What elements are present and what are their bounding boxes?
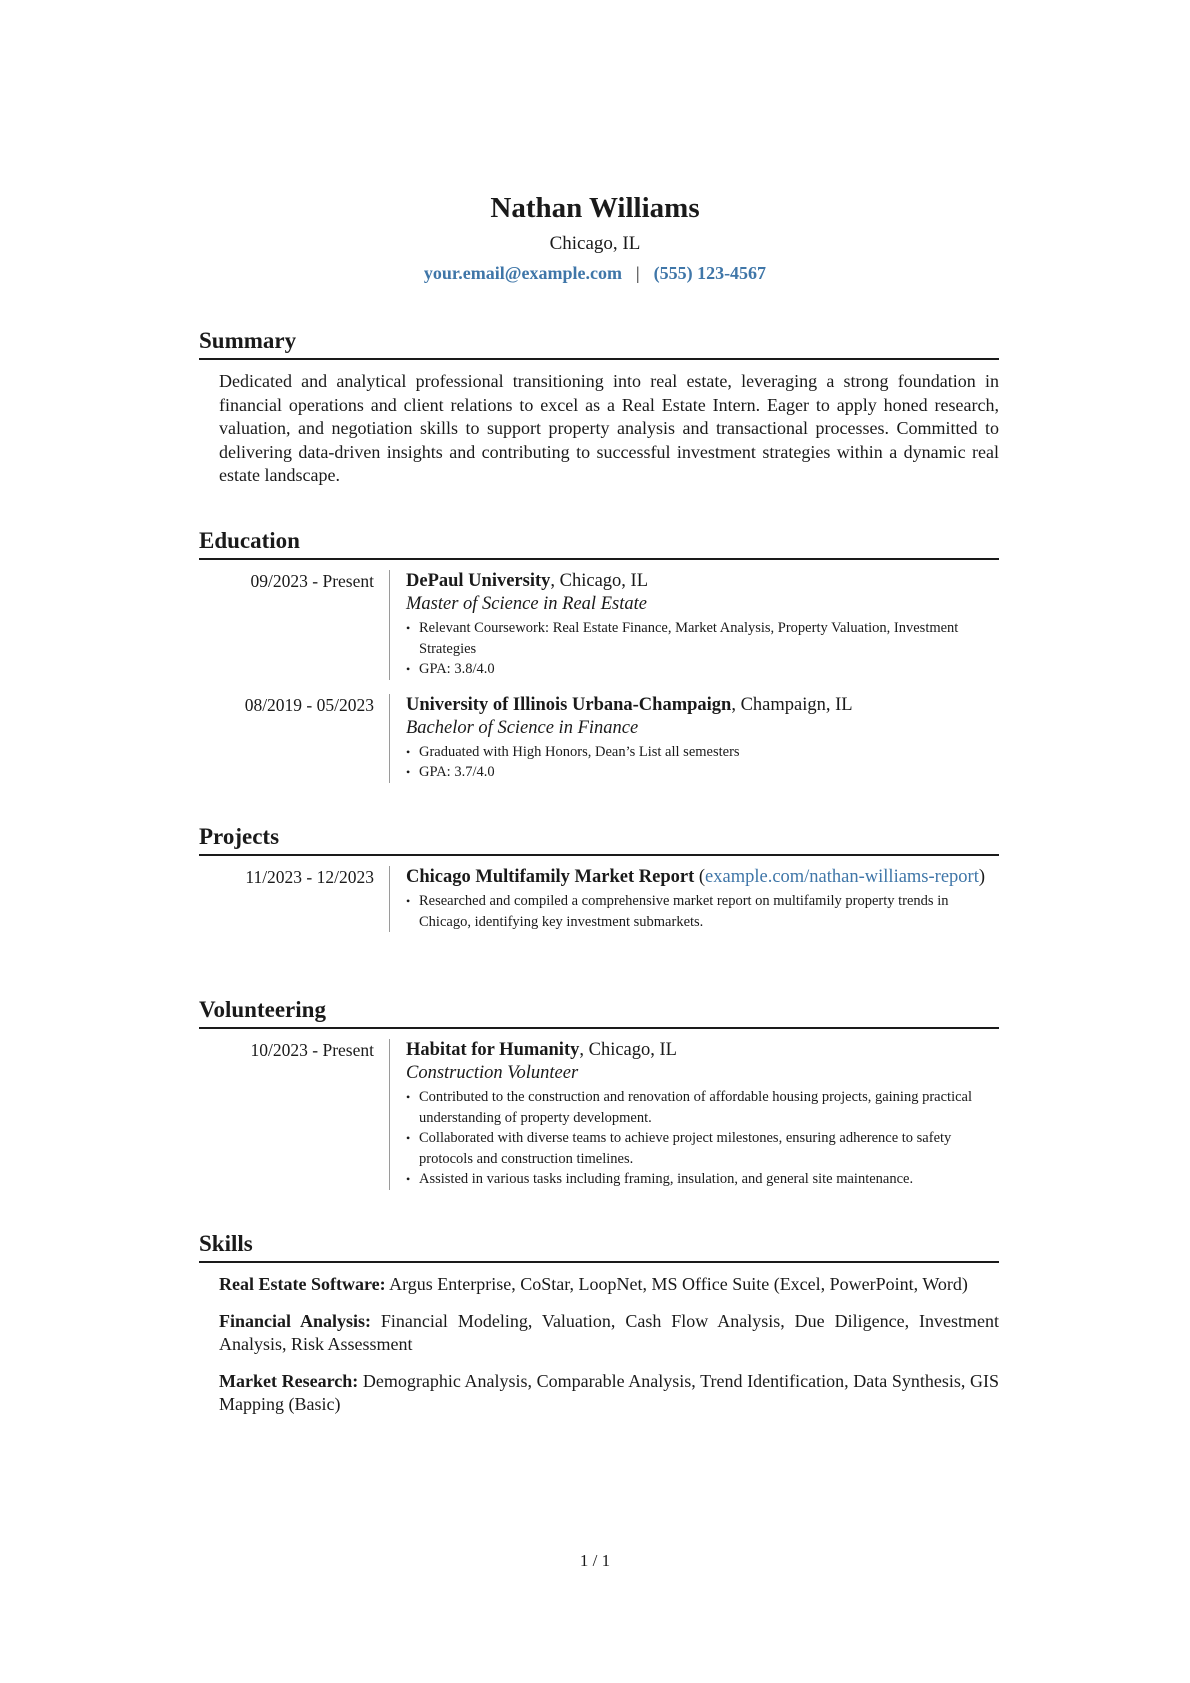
role: Construction Volunteer (406, 1063, 579, 1083)
email-link[interactable]: your.email@example.com (423, 263, 622, 283)
bullet-item: • Graduated with High Honors, Dean’s List all semesters (406, 742, 999, 763)
entry-date: 10/2023 - Present (199, 1039, 390, 1190)
bullet-item: • Collaborated with diverse teams to achieve project milestones, ensuring adherence to safety protocols and construction timelines. (406, 1128, 999, 1169)
paren-open: ( (694, 867, 706, 887)
volunteering-entry (199, 1039, 999, 1190)
project-link[interactable]: example.com/nathan-williams-report (705, 867, 979, 887)
skills-section (199, 1229, 999, 1417)
candidate-location: Chicago, IL (549, 233, 641, 254)
institution-name: University of Illinois Urbana-Champaign (406, 694, 732, 715)
organization-name: Habitat for Humanity (406, 1040, 580, 1060)
entry-date: 11/2023 - 12/2023 (199, 866, 390, 932)
section-title-volunteering: Volunteering (199, 995, 999, 1029)
bullet-list (406, 618, 999, 680)
entry-title (406, 866, 999, 889)
skill-label: Financial Analysis: (219, 1310, 371, 1331)
phone-link[interactable]: (555) 123-4567 (653, 263, 767, 283)
entry-date: 09/2023 - Present (199, 570, 390, 680)
skill-line (219, 1370, 999, 1417)
education-entry (199, 694, 999, 783)
section-title-skills: Skills (199, 1229, 999, 1263)
education-entry (199, 570, 999, 680)
bullet-item: • Researched and compiled a comprehensive market report on multifamily property trends in Chicago, identifying key investment submarkets. (406, 891, 999, 932)
page-indicator: 1 / 1 (579, 1551, 611, 1570)
bullet-item: • Contributed to the construction and renovation of affordable housing projects, gaining practical understanding of property development. (406, 1087, 999, 1128)
skill-label: Real Estate Software: (219, 1274, 386, 1294)
entry-body (390, 866, 999, 932)
project-name: Chicago Multifamily Market Report (406, 867, 695, 887)
organization-location: , Chicago, IL (579, 1040, 677, 1060)
entry-title (406, 1039, 999, 1062)
candidate-name: Nathan Williams (490, 192, 700, 224)
entry-body (390, 1039, 999, 1190)
volunteering-section (199, 995, 999, 1190)
degree: Bachelor of Science in Finance (406, 717, 639, 738)
institution-location: , Champaign, IL (731, 694, 853, 715)
contact-separator: | (635, 263, 640, 283)
summary-text: Dedicated and analytical professional transitioning into real estate, leveraging a strong foundation in financial operations and client relations to excel as a Real Estate Intern. Eager to apply honed research, valuation, and negotiation skills to support property analysis and transactional processes. Committed to delivering data-driven insights and contributing to successful investment strategies within a dynamic real estate landscape. (219, 371, 999, 485)
skill-line (219, 1273, 999, 1297)
entry-date: 08/2019 - 05/2023 (199, 694, 390, 783)
entry-title (406, 694, 999, 717)
paren-close: ) (978, 867, 986, 887)
contact-line (0, 260, 1190, 286)
degree: Master of Science in Real Estate (406, 594, 647, 614)
project-entry (199, 866, 999, 932)
entry-body (390, 570, 999, 680)
skill-value: Argus Enterprise, CoStar, LoopNet, MS Office Suite (Excel, PowerPoint, Word) (385, 1274, 968, 1294)
skill-label: Market Research: (219, 1370, 359, 1391)
bullet-list (406, 891, 999, 932)
section-title-summary: Summary (199, 326, 999, 360)
projects-section (199, 822, 999, 932)
bullet-list (406, 742, 999, 783)
bullet-item: • Relevant Coursework: Real Estate Finance, Market Analysis, Property Valuation, Investment Strategies (406, 618, 999, 659)
section-title-education: Education (199, 526, 999, 560)
bullet-item: • Assisted in various tasks including framing, insulation, and general site maintenance. (406, 1169, 999, 1190)
entry-body (390, 694, 999, 783)
bullet-list (406, 1087, 999, 1190)
section-title-projects: Projects (199, 822, 999, 856)
bullet-item: • GPA: 3.7/4.0 (406, 762, 999, 783)
institution-name: DePaul University (406, 571, 551, 591)
entry-title (406, 570, 999, 593)
skill-line (219, 1310, 999, 1357)
bullet-item: • GPA: 3.8/4.0 (406, 659, 999, 680)
institution-location: , Chicago, IL (550, 571, 649, 591)
skill-value: Demographic Analysis, Comparable Analysis, Trend Identification, Data Synthesis, GIS Mapping (Basic) (219, 1370, 999, 1414)
skill-value: Financial Modeling, Valuation, Cash Flow Analysis, Due Diligence, Investment Analysis, Risk Assessment (219, 1310, 999, 1354)
education-section (199, 526, 999, 783)
summary-section (199, 326, 999, 488)
resume-header (0, 190, 1190, 286)
